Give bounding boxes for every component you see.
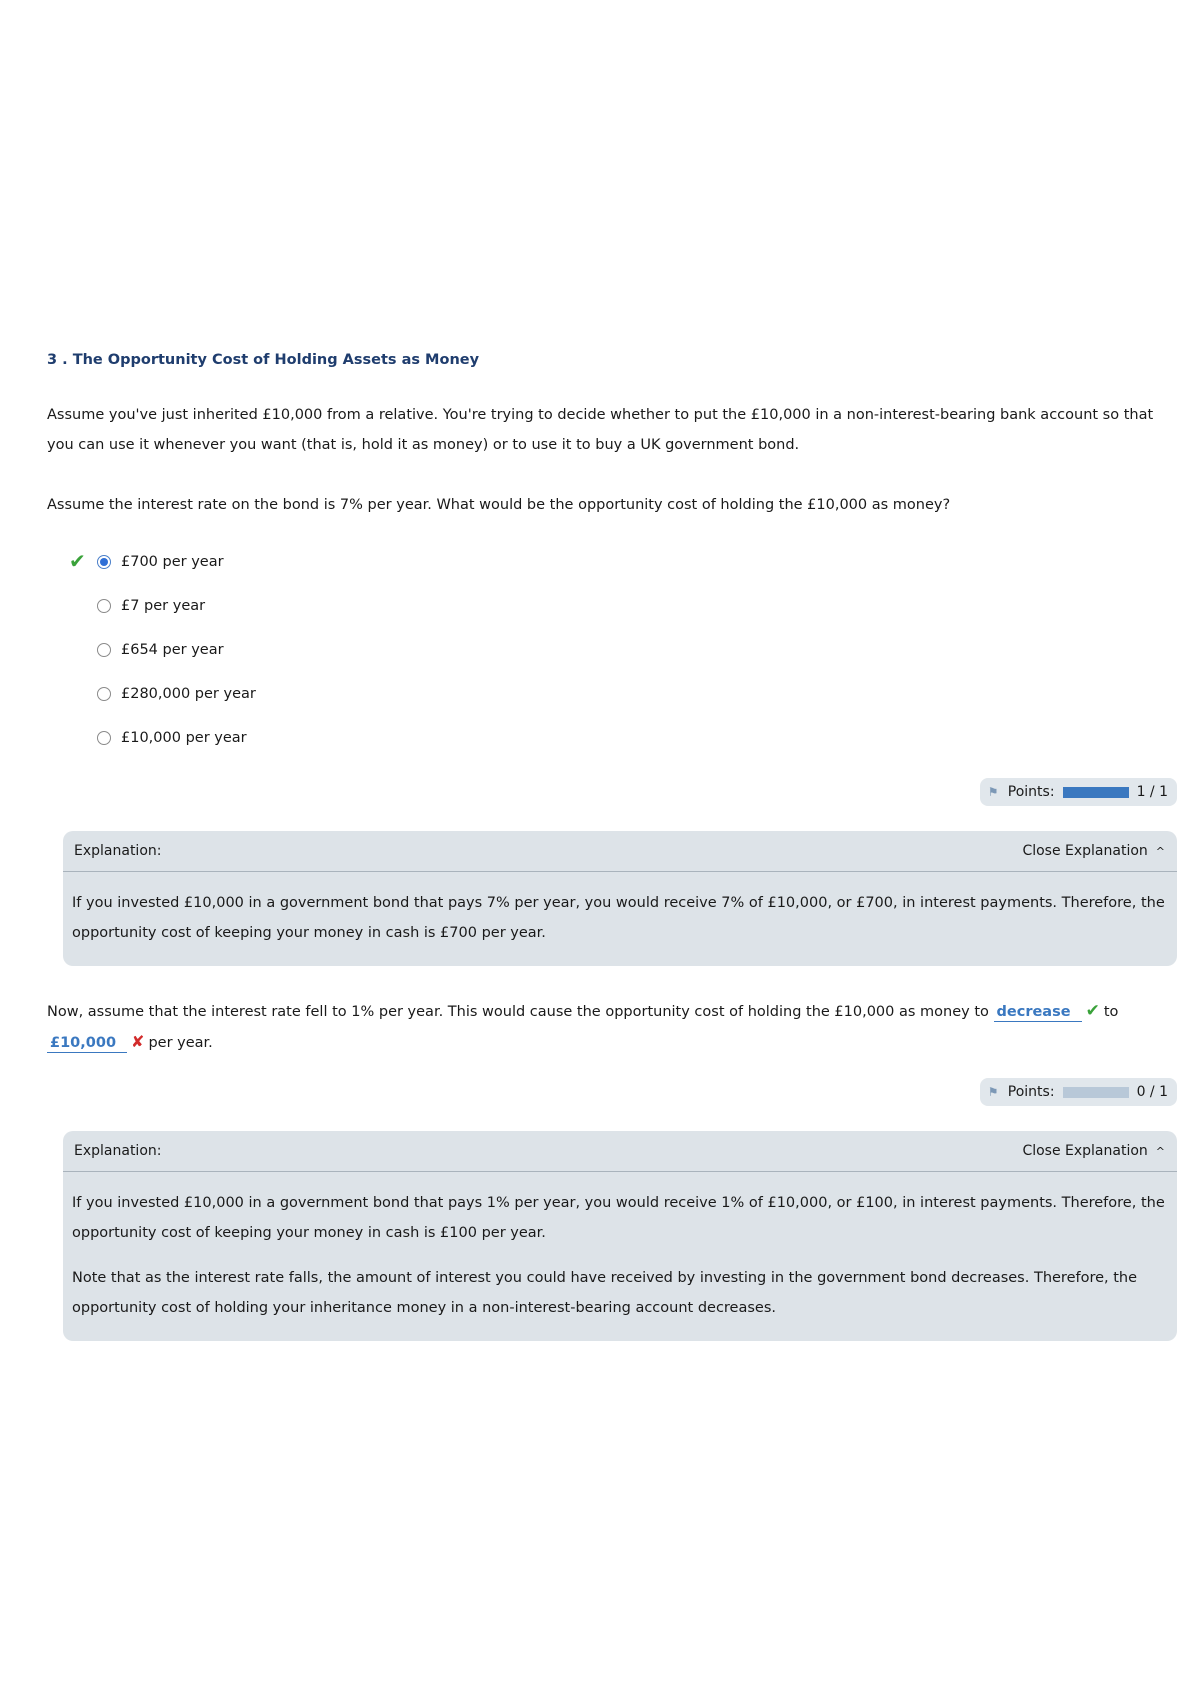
- explanation-panel: [63, 1131, 1177, 1341]
- flag-icon: ⚑: [987, 1085, 999, 1099]
- answer-option[interactable]: [47, 672, 1177, 716]
- answer-dropdown-2[interactable]: £10,000: [47, 1034, 127, 1053]
- answer-option[interactable]: [47, 584, 1177, 628]
- answer-options: [47, 540, 1177, 760]
- part2-text-a: Now, assume that the interest rate fell to 1% per year. This would cause the opportunity cost of holding the £10,000 as money to: [47, 1004, 989, 1020]
- points-row: [47, 778, 1177, 806]
- explanation-panel: [63, 831, 1177, 966]
- question-prompt: Assume the interest rate on the bond is 7% per year. What would be the opportunity cost of holding the £10,000 as money?: [47, 497, 951, 513]
- part2-question: [47, 996, 1177, 1058]
- radio-button[interactable]: [97, 643, 111, 657]
- close-explanation-label: Close Explanation: [1022, 843, 1148, 859]
- option-label: £654 per year: [121, 642, 224, 658]
- points-progress-bar: [1063, 787, 1129, 798]
- question-intro: Assume you've just inherited £10,000 from a relative. You're trying to decide whether to put the £10,000 in a non-interest-bearing bank account so that you can use it whenever you want (that is, hold it as money) or to use it to buy a UK government bond.: [47, 407, 1154, 453]
- points-badge: [980, 778, 1177, 806]
- points-label: Points:: [1007, 784, 1055, 800]
- part2-text-b: to: [1103, 1004, 1119, 1020]
- close-explanation-label: Close Explanation: [1022, 1143, 1148, 1159]
- answer-option[interactable]: [47, 628, 1177, 672]
- correct-check-icon: ✔: [1085, 1001, 1100, 1021]
- radio-button[interactable]: [97, 687, 111, 701]
- flag-icon: ⚑: [987, 785, 999, 799]
- explanation-body: [63, 872, 1177, 966]
- question-container: [47, 352, 1177, 1341]
- answer-option[interactable]: [47, 716, 1177, 760]
- points-badge: [980, 1078, 1177, 1106]
- points-score: 1 / 1: [1136, 784, 1168, 800]
- chevron-up-icon: ^: [1155, 1144, 1165, 1158]
- explanation-title: Explanation:: [74, 843, 162, 859]
- question-title: 3 . The Opportunity Cost of Holding Assets as Money: [47, 352, 480, 368]
- points-progress-bar: [1063, 1087, 1129, 1098]
- points-progress-fill: [1063, 787, 1129, 798]
- chevron-up-icon: ^: [1155, 844, 1165, 858]
- explanation-header: [63, 1131, 1177, 1172]
- close-explanation-button[interactable]: [1022, 843, 1165, 859]
- incorrect-x-icon: ✘: [131, 1032, 145, 1051]
- explanation-paragraph: If you invested £10,000 in a government bond that pays 7% per year, you would receive 7% of £10,000, or £700, in interest payments. Therefore, the opportunity cost of keeping your money in cash is £700 per year.: [72, 895, 1165, 941]
- option-label: £10,000 per year: [121, 730, 247, 746]
- radio-button[interactable]: [97, 731, 111, 745]
- answer-dropdown-1[interactable]: decrease: [994, 1003, 1082, 1022]
- radio-button[interactable]: [97, 599, 111, 613]
- part2-text-c: per year.: [148, 1035, 213, 1051]
- option-label: £280,000 per year: [121, 686, 256, 702]
- radio-button-selected[interactable]: [97, 555, 111, 569]
- explanation-paragraph: Note that as the interest rate falls, the amount of interest you could have received by investing in the government bond decreases. Therefore, the opportunity cost of holding your inheritance money in a non-interest-bearing account decreases.: [72, 1270, 1138, 1316]
- close-explanation-button[interactable]: [1022, 1143, 1165, 1159]
- points-score: 0 / 1: [1136, 1084, 1168, 1100]
- explanation-title: Explanation:: [74, 1143, 162, 1159]
- points-row: [47, 1078, 1177, 1106]
- points-label: Points:: [1007, 1084, 1055, 1100]
- option-label: £700 per year: [121, 554, 224, 570]
- answer-option[interactable]: [47, 540, 1177, 584]
- explanation-header: [63, 831, 1177, 872]
- explanation-paragraph: If you invested £10,000 in a government bond that pays 1% per year, you would receive 1% of £10,000, or £100, in interest payments. Therefore, the opportunity cost of keeping your money in cash is £100 per year.: [72, 1195, 1165, 1241]
- correct-check-icon: ✔: [69, 549, 86, 573]
- explanation-body: [63, 1172, 1177, 1341]
- option-label: £7 per year: [121, 598, 206, 614]
